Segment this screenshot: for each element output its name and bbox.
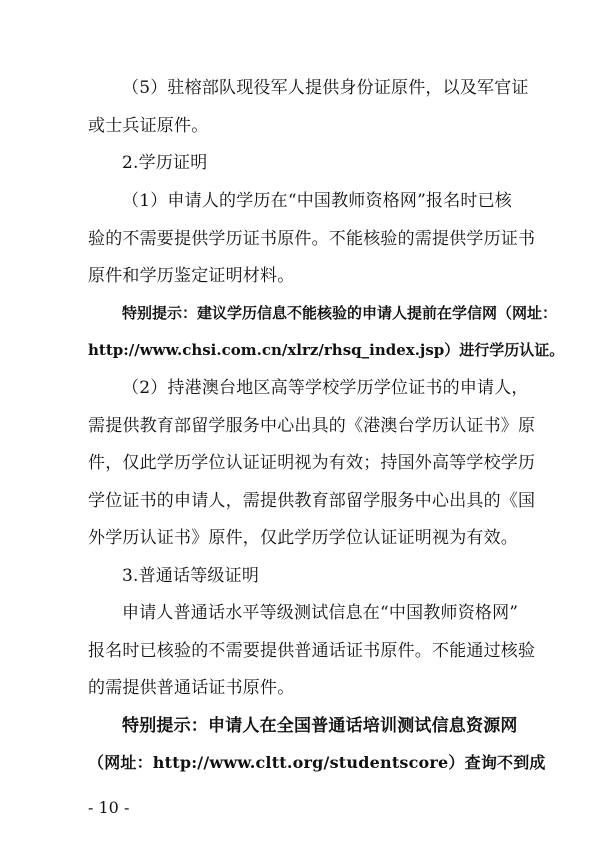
paragraph-line: （2）持港澳台地区高等学校学历学位证书的申请人，	[122, 378, 529, 398]
special-note-url-line: http://www.chsi.com.cn/xlrz/rhsq_index.jsp）进行学历认证。	[88, 341, 565, 359]
paragraph-line: 外学历认证书》原件，仅此学历学位认证证明视为有效。	[88, 528, 518, 548]
special-note-line: 特别提示：申请人在全国普通话培训测试信息资源网	[122, 716, 518, 736]
paragraph-line: 或士兵证原件。	[88, 116, 209, 136]
paragraph-line: 学位证书的申请人，需提供教育部留学服务中心出具的《国	[88, 491, 536, 511]
paragraph-line: 原件和学历鉴定证明材料。	[88, 266, 295, 286]
section-heading: 3.普通话等级证明	[122, 566, 260, 586]
paragraph-line: 验的不需要提供学历证书原件。不能核验的需提供学历证书	[88, 229, 536, 249]
paragraph-line: 的需提供普通话证书原件。	[88, 678, 295, 698]
paragraph-line: 报名时已核验的不需要提供普通话证书原件。不能通过核验	[88, 641, 536, 661]
special-note-line: 特别提示：建议学历信息不能核验的申请人提前在学信网（网址：	[122, 304, 558, 322]
special-note-url-line: （网址：http://www.cltt.org/studentscore）查询不到成	[88, 753, 546, 772]
section-heading: 2.学历证明	[122, 153, 208, 173]
paragraph-line: 件，仅此学历学位认证证明视为有效；持国外高等学校学历	[88, 453, 536, 473]
paragraph-line: （1）申请人的学历在“中国教师资格网”报名时已核	[122, 191, 512, 211]
paragraph-line: （5）驻榕部队现役军人提供身份证原件，以及军官证	[122, 78, 529, 98]
paragraph-line: 申请人普通话水平等级测试信息在“中国教师资格网”	[122, 603, 519, 623]
page-number: - 10 -	[88, 798, 130, 817]
paragraph-line: 需提供教育部留学服务中心出具的《港澳台学历认证书》原	[88, 416, 536, 436]
